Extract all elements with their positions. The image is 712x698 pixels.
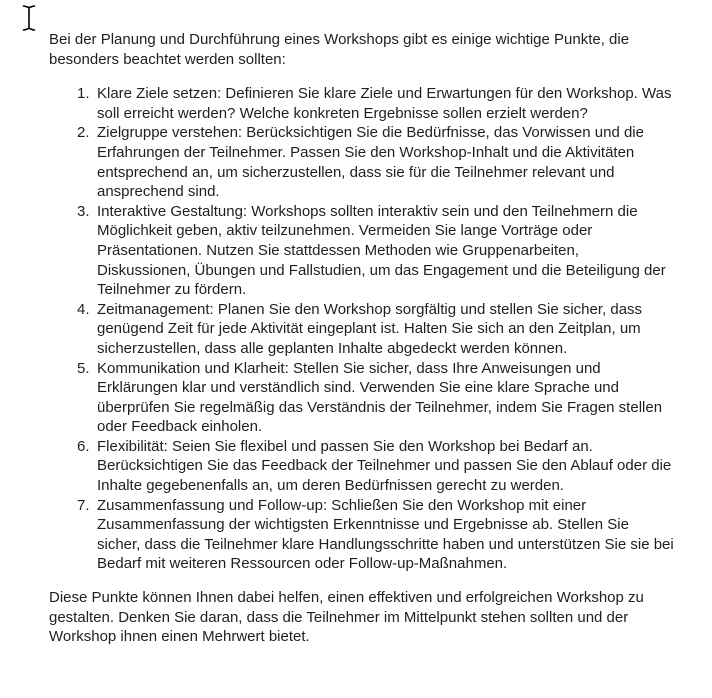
text-ibeam-cursor-icon [20,4,38,32]
list-item-number: 2. [77,124,90,142]
list-item [49,496,676,574]
tips-list [49,84,676,574]
list-item-number: 5. [77,359,90,377]
list-item [49,202,676,300]
list-item-number: 4. [77,300,90,318]
list-item-text: Interaktive Gestaltung: Workshops sollten interaktiv sein und den Teilnehmern die Möglichkeit geben, aktiv teilzunehmen. Vermeiden Sie lange Vorträge oder Präsentationen. Nutzen Sie stattdessen Methoden wie Gruppenarbeiten, Diskussionen, Übungen und Fallstudien, um das Engagement und die Beteiligung der Teilnehmer zu fördern. [97,202,666,299]
list-item-text: Kommunikation und Klarheit: Stellen Sie sicher, dass Ihre Anweisungen und Erklärungen klar und verständlich sind. Verwenden Sie eine klare Sprache und überprüfen Sie regelmäßig das Verständnis der Teilnehmer, indem Sie Fragen stellen oder Feedback einholen. [97,359,663,436]
list-item-text: Zeitmanagement: Planen Sie den Workshop sorgfältig und stellen Sie sicher, dass genügend Zeit für jede Aktivität eingeplant ist. Halten Sie sich an den Zeitplan, um sicherzustellen, dass alle geplanten Inhalte abgedeckt werden können. [97,300,643,357]
list-item-text: Zielgruppe verstehen: Berücksichtigen Sie die Bedürfnisse, das Vorwissen und die Erfahrungen der Teilnehmer. Passen Sie den Workshop-Inhalt und die Aktivitäten entsprechend an, um sicherzustellen, dass sie für die Teilnehmer relevant und ansprechend sind. [97,124,644,201]
list-item-text: Zusammenfassung und Follow-up: Schließen Sie den Workshop mit einer Zusammenfassung der wichtigsten Erkenntnisse und Ergebnisse ab. Stellen Sie sicher, dass die Teilnehmer klare Handlungsschritte haben und unterstützen Sie sie bei Bedarf mit weiteren Ressourcen oder Follow-up-Maßnahmen. [97,496,674,573]
list-item-number: 6. [77,437,90,455]
list-item-number: 1. [77,85,90,103]
list-item-number: 7. [77,496,90,514]
list-item-number: 3. [77,202,90,220]
list-item-text: Flexibilität: Seien Sie flexibel und passen Sie den Workshop bei Bedarf an. Berücksichtigen Sie das Feedback der Teilnehmer und passen Sie den Ablauf oder die Inhalte gegebenenfalls an, um deren Bedürfnissen gerecht zu werden. [97,437,672,495]
list-item [49,437,676,496]
list-item [49,300,676,359]
outro-paragraph: Diese Punkte können Ihnen dabei helfen, einen effektiven und erfolgreichen Workshop zu gestalten. Denken Sie daran, dass die Teilnehmer im Mittelpunkt stehen sollten und der Workshop ihnen einen Mehrwert bietet. [49,589,644,646]
list-item [49,123,676,201]
list-item [49,84,676,123]
list-item-text: Klare Ziele setzen: Definieren Sie klare Ziele und Erwartungen für den Workshop. Was soll erreicht werden? Welche konkreten Ergebnisse sollen erzielt werden? [97,85,672,122]
document-body [49,30,676,647]
list-item [49,359,676,437]
intro-paragraph: Bei der Planung und Durchführung eines Workshops gibt es einige wichtige Punkte, die besonders beachtet werden sollten: [49,31,630,68]
